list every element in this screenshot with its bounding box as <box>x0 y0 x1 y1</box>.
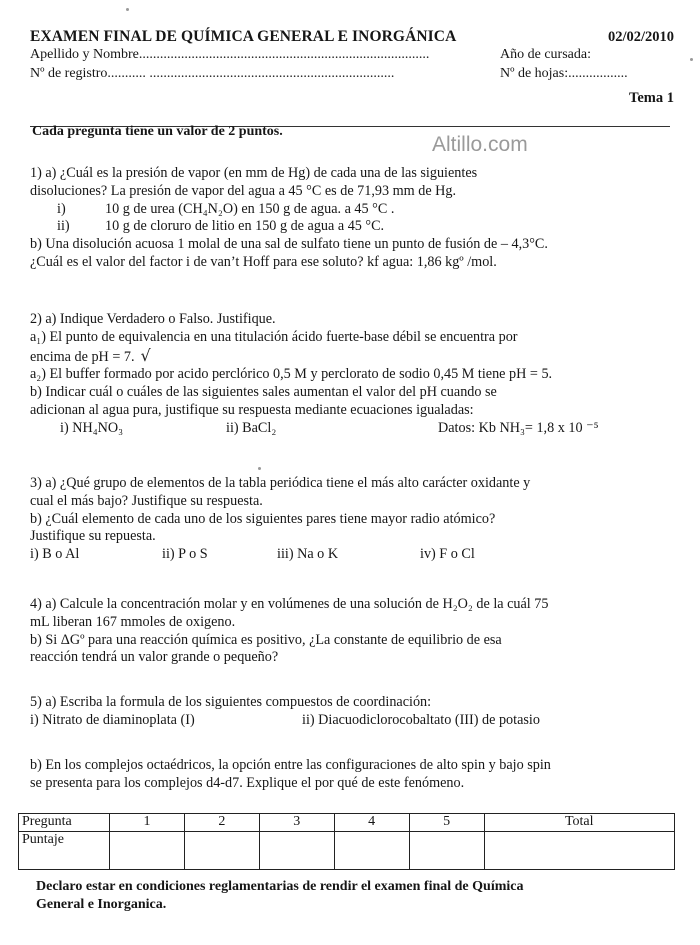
q2-option-ii: ii) BaCl₂ <box>226 419 277 436</box>
q1-item-i: i) 10 g de urea (CH₄N₂O) en 150 g de agua. a 45 °C . <box>57 200 395 217</box>
score-table <box>18 813 675 870</box>
score-table-cell: Pregunta <box>19 814 110 832</box>
q2-a2: a₂) El buffer formado por acido perclórico 0,5 M y perclorato de sodio 0,45 M tiene pH = 5. <box>30 366 553 383</box>
q4-a-line1: 4) a) Calcule la concentración molar y en volúmenes de una solución de H₂O₂ de la cuál 75 <box>30 596 549 612</box>
watermark: Altillo.com <box>432 133 528 156</box>
score-table-cell <box>334 832 409 870</box>
check-mark-icon: √ <box>140 345 151 365</box>
q3-b-line1: b) ¿Cuál elemento de cada uno de los siguientes pares tiene mayor radio atómico? <box>30 510 496 527</box>
q2-a1-line2: encima de pH = 7. √ <box>30 345 151 365</box>
name-field: Apellido y Nombre................................................................................... <box>30 47 430 62</box>
q1-b-line2: ¿Cuál es el valor del factor i de van’t Hoff para ese soluto? kf agua: 1,86 kgº /mol. <box>30 253 497 270</box>
score-table-score-row <box>19 832 675 870</box>
q2-options <box>30 420 678 438</box>
q3-option-i: i) B o Al <box>30 546 80 563</box>
q1-a-line1: 1) a) ¿Cuál es la presión de vapor (en mm de Hg) de cada una de las siguientes <box>30 165 478 181</box>
q3-option-iv: iv) F o Cl <box>420 546 475 563</box>
q5-option-ii: ii) Diacuodiclorocobaltato (III) de potasio <box>302 711 540 728</box>
sheets-field: Nº de hojas:................. <box>500 66 628 81</box>
q5-a-line1: 5) a) Escriba la formula de los siguientes compuestos de coordinación: <box>30 694 432 710</box>
score-table-cell <box>184 832 259 870</box>
q3-b-line2: Justifique su repuesta. <box>30 528 156 545</box>
q2-title: 2) a) Indique Verdadero o Falso. Justifique. <box>30 311 276 327</box>
score-table-cell <box>110 832 185 870</box>
q3-option-iii: iii) Na o K <box>277 546 339 563</box>
q3-a-line2: cual el más bajo? Justifique su respuesta. <box>30 492 263 509</box>
q5-option-i: i) Nitrato de diaminoplata (I) <box>30 711 195 728</box>
question-5 <box>30 694 678 730</box>
score-table-cell: 2 <box>184 814 259 832</box>
question-4 <box>30 596 678 667</box>
score-table-cell: Puntaje <box>19 832 110 870</box>
q2-a1-line1: a₁) El punto de equivalencia en una titulación ácido fuerte-base débil se encuentra por <box>30 328 518 345</box>
q4-b-line1: b) Si ΔGº para una reacción química es positivo, ¿La constante de equilibrio de esa <box>30 631 502 648</box>
score-table-cell <box>409 832 484 870</box>
score-table-cell: Total <box>484 814 674 832</box>
scan-speck <box>258 467 261 470</box>
q2-data: Datos: Kb NH₃= 1,8 x 10 ⁻⁵ <box>438 419 599 436</box>
q3-options <box>30 546 678 564</box>
intro-text: Cada pregunta tiene un valor de 2 puntos. <box>32 124 283 139</box>
declaration-line1: Declaro estar en condiciones reglamentarias de rendir el examen final de Química <box>36 879 524 894</box>
q1-item-ii: ii) 10 g de cloruro de litio en 150 g de agua a 45 °C. <box>57 218 385 235</box>
q4-a-line2: mL liberan 167 mmoles de oxigeno. <box>30 613 236 630</box>
q3-a-line1: 3) a) ¿Qué grupo de elementos de la tabla periódica tiene el más alto carácter oxidante y <box>30 475 531 491</box>
score-table-cell: 3 <box>259 814 334 832</box>
exam-date: 02/02/2010 <box>607 29 674 45</box>
exam-title: EXAMEN FINAL DE QUÍMICA GENERAL E INORGÁNICA <box>30 28 457 45</box>
question-3 <box>30 475 678 564</box>
q2-b-line1: b) Indicar cuál o cuáles de las siguientes sales aumentan el valor del pH cuando se <box>30 384 497 401</box>
tema-label: Tema 1 <box>629 90 674 106</box>
scan-speck <box>690 58 693 61</box>
q5-options <box>30 712 678 730</box>
q2-option-i: i) NH₄NO₃ <box>60 419 124 436</box>
q1-b-line1: b) Una disolución acuosa 1 molal de una sal de sulfato tiene un punto de fusión de – 4,3°C. <box>30 236 548 253</box>
q1-a-line2: disoluciones? La presión de vapor del agua a 45 °C es de 71,93 mm de Hg. <box>30 182 457 199</box>
score-table-cell: 1 <box>110 814 185 832</box>
q5-b-line2: se presenta para los complejos d4-d7. Explique el por qué de este fenómeno. <box>30 774 465 791</box>
question-2 <box>30 311 678 438</box>
score-table-cell: 4 <box>334 814 409 832</box>
q4-b-line2: reacción tendrá un valor grande o pequeño? <box>30 649 279 666</box>
q3-option-ii: ii) P o S <box>162 546 208 563</box>
q2-b-line2: adicionan al agua pura, justifique su respuesta mediante ecuaciones igualadas: <box>30 401 474 418</box>
score-table-cell: 5 <box>409 814 484 832</box>
q5-b-line1: b) En los complejos octaédricos, la opción entre las configuraciones de alto spin y bajo spin <box>30 757 551 773</box>
scan-speck <box>126 8 129 11</box>
year-field: Año de cursada: <box>500 47 591 62</box>
declaration <box>36 878 676 914</box>
registration-field: Nº de registro........... ...................................................................... <box>30 66 395 81</box>
score-table-cell <box>259 832 334 870</box>
question-1 <box>30 165 678 272</box>
declaration-line2: General e Inorganica. <box>36 897 167 912</box>
score-table-header-row <box>19 814 675 832</box>
score-table-cell <box>484 832 674 870</box>
question-5b <box>30 757 678 793</box>
